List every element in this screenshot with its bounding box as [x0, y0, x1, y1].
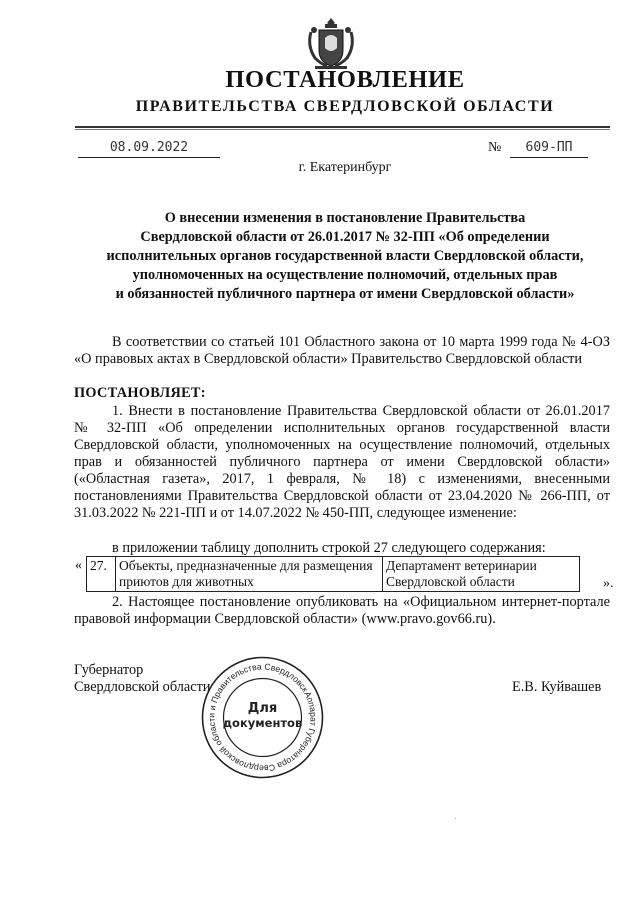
city-label: г. Екатеринбург: [298, 160, 392, 175]
signer-title: [74, 662, 210, 696]
item-1-paragraph: 1. Внести в постановление Правительства Свердловской области от 26.01.2017 № 32-ПП «Об определении исполнительных органов государственной власти Свердловской области, уполномоченных на осуществление полномочий, отдельных прав и обязанностей публичного партнера от имени Свердловской области» («Областная газета», 2017, 1 февраля, № 18) с изменениями, внесенными постановлениями Правительства Свердловской области от 23.04.2020 № 266-ПП, от 31.03.2022 № 221-ПП и от 14.07.2022 № 450-ПП, следующее изменение:: [74, 403, 610, 521]
table-row: [87, 557, 580, 592]
heading-line: Свердловской области от 26.01.2017 № 32-ПП «Об определении: [140, 229, 550, 245]
date-field: 08.09.2022: [78, 140, 220, 158]
item-1-subparagraph: в приложении таблицу дополнить строкой 27 следующего содержания:: [112, 540, 546, 556]
object-cell: Объекты, предназначенные для размещения приютов для животных: [116, 557, 383, 592]
scan-speck: [455, 818, 456, 819]
quote-open: «: [75, 558, 82, 573]
heading-line: О внесении изменения в постановление Правительства: [164, 210, 526, 226]
signer-title-line: Губернатор: [74, 662, 144, 678]
inserted-table-row: [86, 556, 580, 592]
header-rule: [75, 126, 610, 128]
coat-of-arms-icon: [305, 14, 357, 72]
item-2-paragraph: 2. Настоящее постановление опубликовать на «Официальном интернет-портале правовой информации Свердловской области» (www.pravo.gov66.ru).: [74, 594, 610, 627]
number-sign: №: [488, 140, 502, 155]
quote-close: ».: [603, 576, 614, 591]
stamp-icon: [200, 655, 325, 780]
stamp-center-line: документов: [222, 716, 303, 730]
heading-line: исполнительных органов государственной власти Свердловской области,: [106, 248, 584, 264]
heading-line: уполномоченных на осуществление полномочий, отдельных прав: [132, 267, 558, 283]
issuing-body: ПРАВИТЕЛЬСТВА СВЕРДЛОВСКОЙ ОБЛАСТИ: [135, 98, 555, 115]
stamp-center-line: Для: [247, 701, 278, 716]
row-number-cell: 27.: [87, 557, 116, 592]
heading-line: и обязанностей публичного партнера от имени Свердловской области»: [115, 286, 575, 302]
stamp-ring-text: Аппарат Губернатора Свердловской области и Правительства Свердловской: [206, 661, 319, 774]
header-rule-thin: [75, 129, 610, 130]
intro-paragraph: В соответствии со статьей 101 Областного закона от 10 марта 1999 года № 4-ОЗ «О правовых актах в Свердловской области» Правительство Свердловской области: [74, 334, 610, 367]
signer-title-line: Свердловской области: [74, 679, 211, 695]
signer-name: Е.В. Куйвашев: [512, 679, 602, 695]
document-type-title: ПОСТАНОВЛЕНИЕ: [225, 66, 465, 93]
department-cell: Департамент ветеринарии Свердловской области: [383, 557, 580, 592]
resolves-heading: ПОСТАНОВЛЯЕТ:: [74, 385, 206, 401]
document-heading: [80, 209, 610, 304]
document-number-field: 609-ПП: [510, 140, 588, 158]
